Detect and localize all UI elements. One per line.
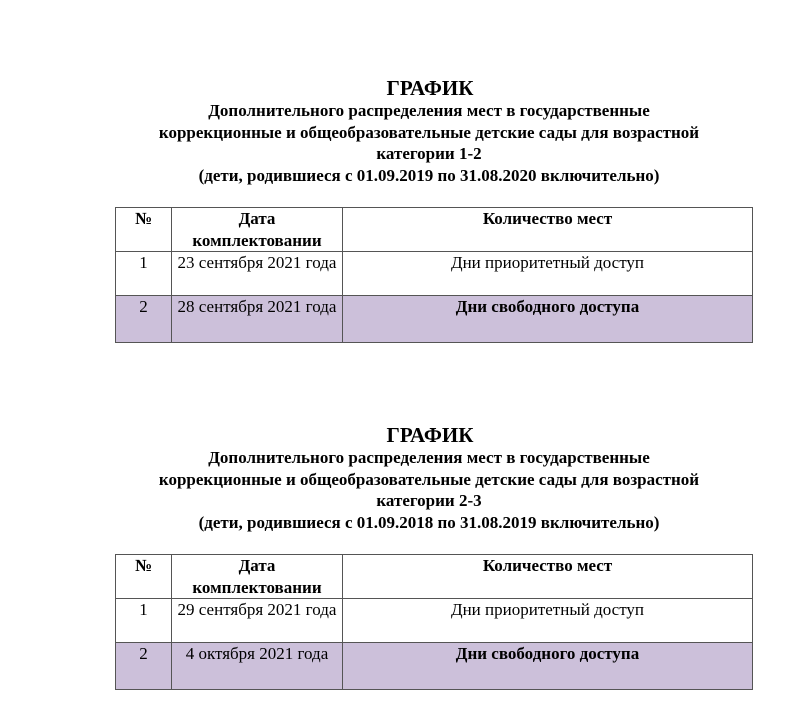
subtitle-line: коррекционные и общеобразовательные детские сады для возрастной (158, 469, 700, 489)
cell-date: 28 сентября 2021 года (172, 296, 343, 343)
cell-date: 23 сентября 2021 года (172, 252, 343, 296)
schedule-table (115, 554, 753, 690)
header-quantity: Количество мест (343, 555, 753, 599)
header-date: Дата комплектовании (172, 555, 343, 599)
table-header-row (116, 208, 753, 252)
subtitle-line: Дополнительного распределения мест в государственные (208, 101, 650, 120)
cell-access: Дни свободного доступа (343, 296, 753, 343)
cell-number: 2 (116, 296, 172, 343)
subtitle-line: (дети, родившиеся с 01.09.2019 по 31.08.2020 включительно) (198, 165, 660, 185)
table-header-row (116, 555, 753, 599)
subtitle-line: категории 2-3 (376, 491, 482, 510)
table-row (116, 252, 753, 296)
schedule-title: ГРАФИК (386, 76, 474, 100)
subtitle-line: Дополнительного распределения мест в государственные (208, 448, 650, 467)
subtitle-line: коррекционные и общеобразовательные детские сады для возрастной (158, 122, 700, 142)
cell-number: 1 (116, 252, 172, 296)
subtitle-line: (дети, родившиеся с 01.09.2018 по 31.08.2019 включительно) (198, 512, 660, 532)
cell-access: Дни приоритетный доступ (343, 252, 753, 296)
cell-date: 29 сентября 2021 года (172, 599, 343, 643)
table-row (116, 599, 753, 643)
cell-access: Дни приоритетный доступ (343, 599, 753, 643)
schedule-table (115, 207, 753, 343)
header-number: № (116, 555, 172, 599)
cell-number: 1 (116, 599, 172, 643)
table-row (116, 296, 753, 343)
schedule-section-1 (0, 76, 800, 316)
schedule-section-2 (0, 423, 800, 663)
subtitle-line: категории 1-2 (376, 144, 482, 163)
cell-number: 2 (116, 643, 172, 690)
schedule-subtitle (109, 447, 749, 533)
schedule-subtitle (109, 100, 749, 186)
cell-date: 4 октября 2021 года (172, 643, 343, 690)
header-date: Дата комплектовании (172, 208, 343, 252)
table-row (116, 643, 753, 690)
header-number: № (116, 208, 172, 252)
schedule-title: ГРАФИК (386, 423, 474, 447)
cell-access: Дни свободного доступа (343, 643, 753, 690)
header-quantity: Количество мест (343, 208, 753, 252)
